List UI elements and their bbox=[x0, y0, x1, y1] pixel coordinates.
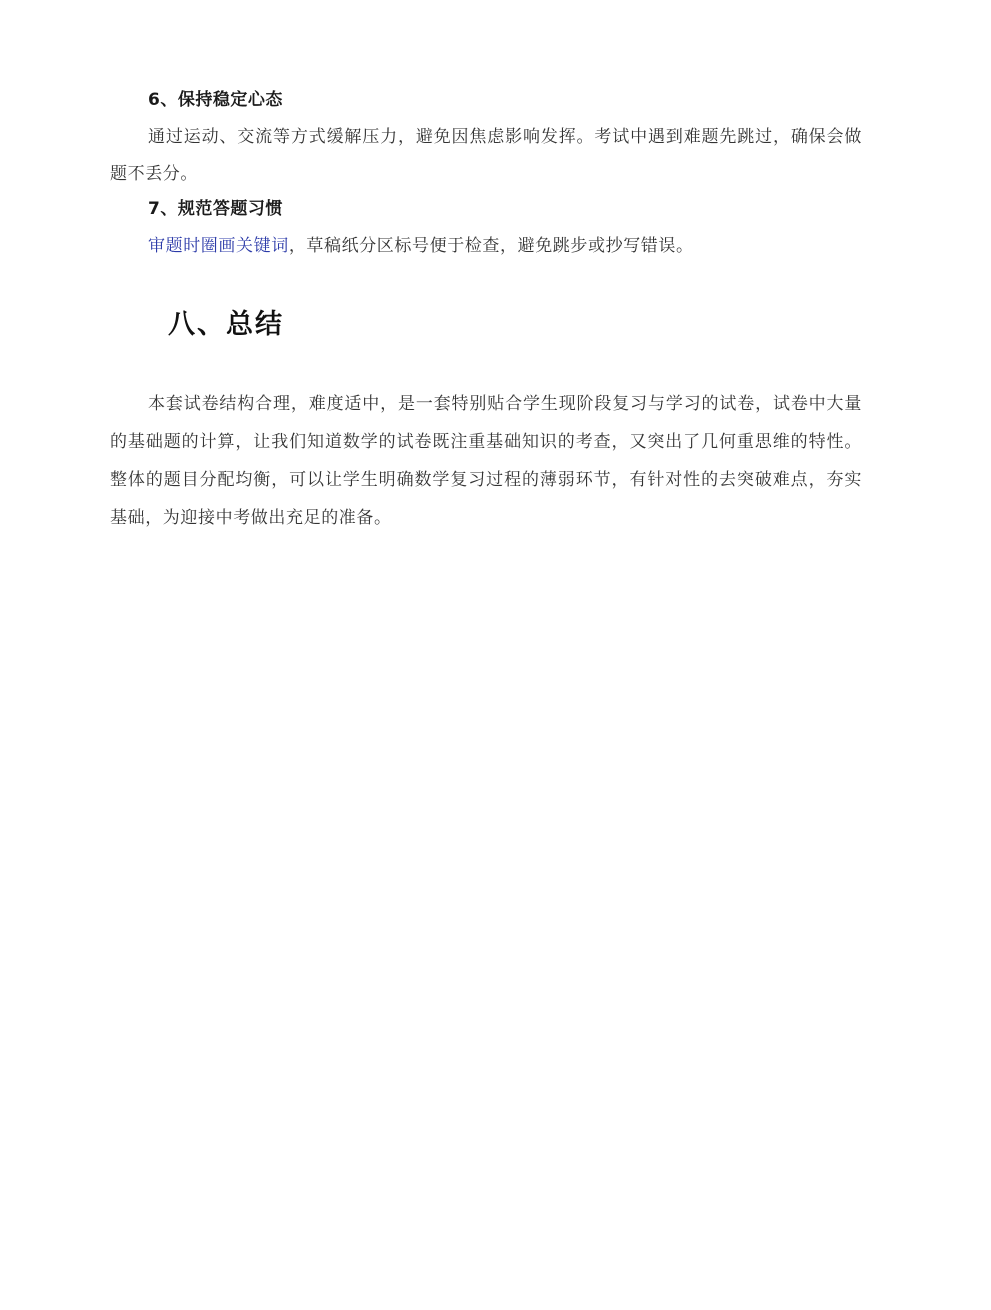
item-6-body: 通过运动、交流等方式缓解压力，避免因焦虑影响发挥。考试中遇到难题先跳过，确保会做题不丢分。 bbox=[110, 127, 862, 184]
item-7-highlight-text: 审题时圈画关键词 bbox=[148, 236, 289, 256]
item-7-body bbox=[110, 228, 862, 265]
document-content bbox=[110, 86, 862, 537]
item-7-heading: 7、规范答题习惯 bbox=[148, 199, 283, 219]
section-8-heading: 八、总结 bbox=[168, 309, 284, 340]
section-8-summary: 本套试卷结构合理，难度适中，是一套特别贴合学生现阶段复习与学习的试卷，试卷中大量的基础题的计算，让我们知道数学的试卷既注重基础知识的考查，又突出了几何重思维的特性。整体的题目分配均衡，可以让学生明确数学复习过程的薄弱环节，有针对性的去突破难点，夯实基础，为迎接中考做出充足的准备。 bbox=[110, 394, 862, 528]
item-7-body-rest: ，草稿纸分区标号便于检查，避免跳步或抄写错误。 bbox=[288, 236, 694, 256]
item-6-heading: 6、保持稳定心态 bbox=[148, 90, 283, 110]
